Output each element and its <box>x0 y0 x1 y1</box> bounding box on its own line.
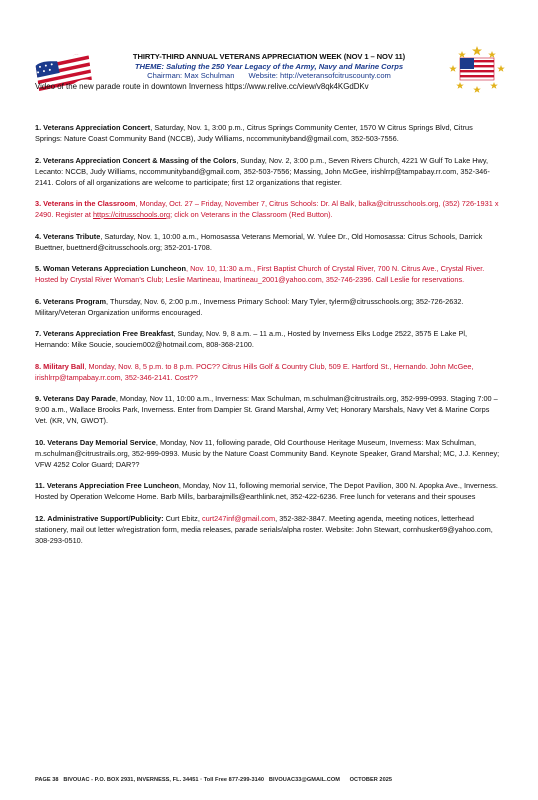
item-title: Military Ball <box>43 361 85 371</box>
item-text: , Monday, Nov. 8, 5 p.m. to 8 p.m. POC?? Citrus Hills Golf & Country Club, 509 E. Hartford St., Hernando. John McGee, irishlrrp@tampabay.rr.com, 352-346-2141. Cost?? <box>35 361 474 382</box>
item-text: , Sunday, Nov. 2, 3:00 p.m., Seven Rivers Church, 4221 W Gulf To Lake Hwy, Lecanto: NCCB, Judy Williams, nccommunityband@gmail.com, 352-503-7556; Massing, John McGee, irishlrrp@tampabay.rr.com, 352-346-2141. Colors of all organizations are welcome to participate; first 12 organizations that register. <box>35 155 490 187</box>
item-title: Veterans Day Memorial Service <box>47 437 156 447</box>
parade-video-line[interactable]: Video of the new parade route in downtown Inverness https://www.relive.cc/view/v8qk4KGdDKv <box>35 82 369 91</box>
event-theme: THEME: Saluting the 250 Year Legacy of the Army, Navy and Marine Corps <box>134 61 404 71</box>
item-text: , Monday, Oct. 27 – Friday, November 7, Citrus Schools: Dr. Al Balk, balka@citrusschools.org, (352) 726-1931 x 2490. Register at <box>35 199 499 219</box>
item-text: , Thursday, Nov. 6, 2:00 p.m., Inverness Primary School: Mary Tyler, tylerm@citrusschools.org; 352-726-2632. Military/Veteran Organization uniforms encouraged. <box>35 296 464 317</box>
list-item: 11. Veterans Appreciation Free Luncheon, Monday, Nov 11, following memorial service, The Depot Pavilion, 300 N. Apopka Ave., Inverness. Hosted by Operation Welcome Home. Barb Mills, barbarajmills@earthlink.net, 352-422-6236. Free lunch for veterans and their spouses <box>35 481 498 501</box>
chairman-website-line <box>90 71 448 81</box>
item-title: Veterans Appreciation Concert & Massing of the Colors <box>43 155 237 165</box>
item-title: Veterans in the Classroom <box>43 199 136 208</box>
list-item: 1. Veterans Appreciation Concert, Saturday, Nov. 1, 3:00 p.m., Citrus Springs Community Center, 1570 W Citrus Springs Blvd, Citrus Springs: Nature Coast Community Band (NCCB), Judy Williams, nccommunityband@gmail.com, 352-503-7556. <box>35 123 473 143</box>
item-title: Veterans Day Parade <box>43 394 116 403</box>
list-item: 2. Veterans Appreciation Concert & Massing of the Colors, Sunday, Nov. 2, 3:00 p.m., Seven Rivers Church, 4221 W Gulf To Lake Hwy, Lecanto: NCCB, Judy Williams, nccommunityband@gmail.com, 352-503-7556; Massing, John McGee, irishlrrp@tampabay.rr.com, 352-346-2141. Colors of all organizations are welcome to participate; first 12 organizations that register. <box>35 155 490 187</box>
list-item: 8. Military Ball, Monday, Nov. 8, 5 p.m. to 8 p.m. POC?? Citrus Hills Golf & Country Club, 509 E. Hartford St., Hernando. John McGee, irishlrrp@tampabay.rr.com, 352-346-2141. Cost?? <box>35 361 474 382</box>
event-title: THIRTY-THIRD ANNUAL VETERANS APPRECIATION WEEK (NOV 1 – NOV 11) <box>132 52 406 61</box>
list-item: 10. Veterans Day Memorial Service, Monday, Nov 11, following parade, Old Courthouse Heritage Museum, Inverness: Max Schulman, m.schulman@citrustrails.org, 352-999-0993. Music by the Nature Coast Community Band. Keynote Speaker, Grand Marshal; MC, J.J. Kenney; VFW 4252 Color Guard; DAR?? <box>35 437 500 469</box>
page-number: PAGE 38 <box>35 777 59 783</box>
item-title: Veterans Appreciation Free Breakfast <box>43 329 174 338</box>
item-text: Curt Ebitz, <box>163 513 202 523</box>
footer-email: BIVOUAC33@GMAIL.COM <box>268 777 340 783</box>
item-text: , Monday, Nov 11, following memorial service, The Depot Pavilion, 300 N. Apopka Ave., Inverness. Hosted by Operation Welcome Home. Barb Mills, barbarajmills@earthlink.net, 352-422-6236. Free lunch for veterans and their spouses <box>35 481 498 501</box>
item-title: Veterans Tribute <box>43 231 101 241</box>
list-item: 4. Veterans Tribute, Saturday, Nov. 1, 10:00 a.m., Homosassa Veterans Memorial, W. Yulee Dr., Old Homosassa: Citrus Schools, Darrick Buettner, buettnerd@citrusschools.org; 352-201-1708. <box>35 231 483 252</box>
item-title: Veterans Program <box>43 296 107 306</box>
citrus-schools-link[interactable]: https://citrusschools.org <box>92 210 171 219</box>
list-item: 3. Veterans in the Classroom, Monday, Oct. 27 – Friday, November 7, Citrus Schools: Dr. Al Balk, balka@citrusschools.org, (352) 726-1931 x 2490. Register at https://citrusschools.org; click on Veterans in the Classroom (Red Button). <box>35 199 499 219</box>
chairman: Chairman: Max Schulman <box>147 71 235 80</box>
item-text: , Sunday, Nov. 9, 8 a.m. – 11 a.m., Hosted by Inverness Elks Lodge 2522, 3575 E Lake Pl, Hernando: Mike Soucie, souciem002@hotmail.com, 808-368-2100. <box>35 329 468 349</box>
item-title: Woman Veterans Appreciation Luncheon <box>43 264 186 273</box>
list-item: 12. Administrative Support/Publicity: Curt Ebitz, curt247inf@gmail.com, 352-382-3847. Meeting agenda, meeting notices, letterhead stationery, mail out letter w/registration form, media releases, parade serials/alpha roster. Website: John Stewart, cornhusker69@yahoo.com, 308-293-0510. <box>35 513 493 545</box>
item-text: , Saturday, Nov. 1, 3:00 p.m., Citrus Springs Community Center, 1570 W Citrus Springs Blvd, Citrus Springs: Nature Coast Community Band (NCCB), Judy Williams, nccommunityband@gmail.com, 352-503-7556. <box>35 123 473 143</box>
list-item: 5. Woman Veterans Appreciation Luncheon, Nov. 10, 11:30 a.m., First Baptist Church of Crystal River, 700 N. Citrus Ave., Crystal River. Hosted by Crystal River Woman's Club; Leslie Martineau, lmartineau_2001@yahoo.com, 352-746-2396. Call Leslie for reservations. <box>35 264 485 284</box>
item-text: , Monday, Nov 11, following parade, Old Courthouse Heritage Museum, Inverness: Max Schulman, m.schulman@citrustrails.org, 352-999-0993. Music by the Nature Coast Community Band. Keynote Speaker, Grand Marshal; MC, J.J. Kenney; VFW 4252 Color Guard; DAR?? <box>35 437 500 469</box>
list-item: 6. Veterans Program, Thursday, Nov. 6, 2:00 p.m., Inverness Primary School: Mary Tyler, tylerm@citrusschools.org; 352-726-2632. Military/Veteran Organization uniforms encouraged. <box>35 296 464 317</box>
website-link[interactable]: Website: http://veteransofcitruscounty.com <box>248 71 391 80</box>
item-title: Veterans Appreciation Free Luncheon <box>46 481 179 490</box>
flyer-header <box>90 52 448 81</box>
item-title: Veterans Appreciation Concert <box>43 123 151 132</box>
issue-date: OCTOBER 2025 <box>349 777 393 783</box>
item-text: , Nov. 10, 11:30 a.m., First Baptist Church of Crystal River, 700 N. Citrus Ave., Crystal River. Hosted by Crystal River Woman's Club; Leslie Martineau, lmartineau_2001@yahoo.com, 352-746-2396. Call Leslie for reservations. <box>35 264 485 284</box>
item-title: Administrative Support/Publicity: <box>47 513 164 523</box>
item-text: , Saturday, Nov. 1, 10:00 a.m., Homosassa Veterans Memorial, W. Yulee Dr., Old Homosassa: Citrus Schools, Darrick Buettner, buettnerd@citrusschools.org; 352-201-1708. <box>35 231 483 252</box>
item-text: , Monday, Nov 11, 10:00 a.m., Inverness: Max Schulman, m.schulman@citrustrails.org, 352-999-0993. Staging 7:00 – 9:00 a.m., Wallace Brooks Park, Inverness. Enter from Dampier St. Grand Marshal, Army Vet; Honorary Marshals, Navy Vet & Marine Corps Vet. (KR, VN, GWOT). <box>35 394 498 425</box>
publisher-info: BIVOUAC - P.O. BOX 2931, INVERNESS, FL. 34451 · Toll Free 877-299-3140 <box>63 777 265 783</box>
list-item: 9. Veterans Day Parade, Monday, Nov 11, 10:00 a.m., Inverness: Max Schulman, m.schulman@citrustrails.org, 352-999-0993. Staging 7:00 – 9:00 a.m., Wallace Brooks Park, Inverness. Enter from Dampier St. Grand Marshal, Army Vet; Honorary Marshals, Navy Vet & Marine Corps Vet. (KR, VN, GWOT). <box>35 394 498 425</box>
event-list <box>35 122 501 556</box>
list-item: 7. Veterans Appreciation Free Breakfast, Sunday, Nov. 9, 8 a.m. – 11 a.m., Hosted by Inverness Elks Lodge 2522, 3575 E Lake Pl, Hernando: Mike Soucie, souciem002@hotmail.com, 808-368-2100. <box>35 329 468 349</box>
email-link[interactable]: curt247inf@gmail.com <box>201 513 276 523</box>
page-footer <box>35 777 505 783</box>
